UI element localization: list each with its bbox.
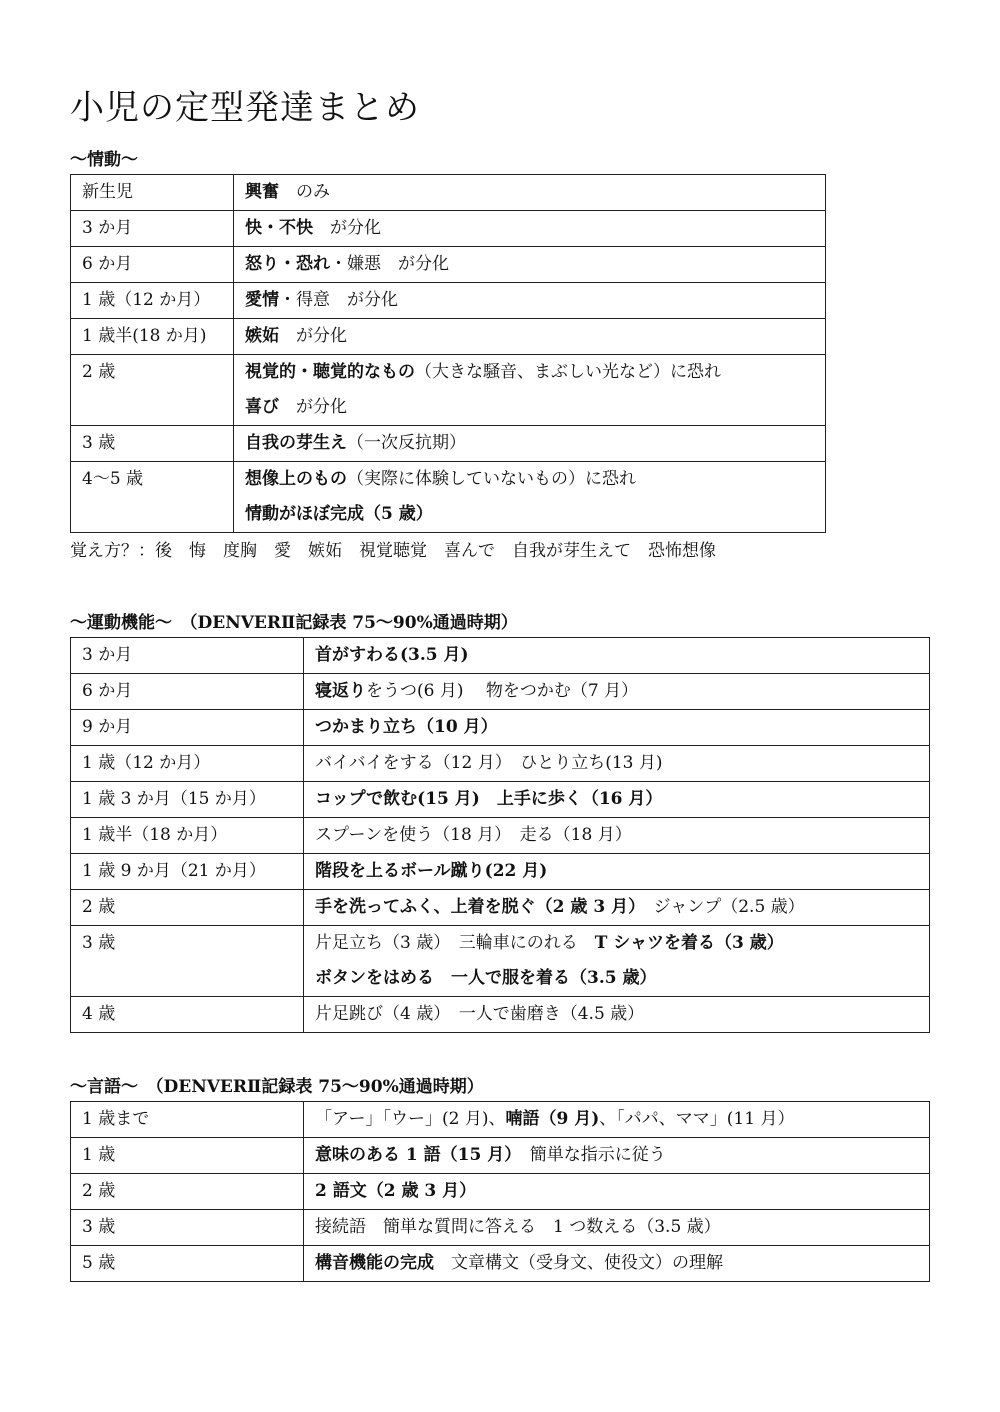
motor-age-cell: 1 歳（12 か月） <box>71 746 304 782</box>
emotion-description-cell <box>234 462 826 533</box>
motor-description-cell <box>304 890 930 926</box>
motor-description-line <box>315 890 918 925</box>
bold-text: 情動がほぼ完成（5 歳） <box>245 504 433 524</box>
emotion-description-cell <box>234 426 826 462</box>
bold-text: 快・不快 <box>245 218 313 238</box>
emotion-heading: ～情動～ <box>70 150 138 170</box>
emotion-description-line <box>245 426 814 461</box>
emotion-age-cell: 新生児 <box>71 175 234 211</box>
language-description-line <box>315 1102 918 1137</box>
language-description-cell <box>304 1138 930 1174</box>
motor-age-cell: 3 歳 <box>71 926 304 997</box>
language-age-cell: 3 歳 <box>71 1210 304 1246</box>
motor-description-cell <box>304 746 930 782</box>
motor-row <box>71 674 930 710</box>
motor-age-cell: 1 歳半（18 か月） <box>71 818 304 854</box>
motor-description-line <box>315 710 918 745</box>
plain-text: スプーンを使う（18 月） 走る（18 月） <box>315 825 632 845</box>
motor-row <box>71 890 930 926</box>
language-description-line <box>315 1210 918 1245</box>
motor-row <box>71 818 930 854</box>
bold-text: 嫉妬 <box>245 326 279 346</box>
bold-text: 喜び <box>245 397 279 417</box>
language-age-cell: 1 歳まで <box>71 1102 304 1138</box>
language-description-cell <box>304 1246 930 1282</box>
language-age-cell: 5 歳 <box>71 1246 304 1282</box>
plain-text: バイバイをする（12 月） ひとり立ち(13 月) <box>315 753 663 773</box>
emotion-row <box>71 247 826 283</box>
motor-description-cell <box>304 674 930 710</box>
bold-text: 寝返り <box>315 681 366 701</box>
motor-age-cell: 9 か月 <box>71 710 304 746</box>
bold-text: 階段を上るボール蹴り(22 月) <box>315 861 548 881</box>
emotion-row <box>71 283 826 319</box>
motor-description-line <box>315 674 918 709</box>
language-description-cell <box>304 1210 930 1246</box>
plain-text: 、「パパ、ママ」(11 月） <box>599 1109 795 1129</box>
language-description-line <box>315 1174 918 1209</box>
emotion-row <box>71 319 826 355</box>
motor-description-cell <box>304 854 930 890</box>
emotion-description-line <box>245 175 814 210</box>
motor-age-cell: 1 歳 9 か月（21 か月） <box>71 854 304 890</box>
plain-text: ・得意 が分化 <box>279 290 398 310</box>
emotion-row <box>71 426 826 462</box>
emotion-description-cell <box>234 175 826 211</box>
bold-text: 想像上のもの <box>245 469 347 489</box>
language-age-cell: 2 歳 <box>71 1174 304 1210</box>
motor-description-cell <box>304 926 930 997</box>
language-table <box>70 1101 930 1282</box>
emotion-description-cell <box>234 355 826 426</box>
bold-text: 手を洗ってふく、上着を脱ぐ（2 歳 3 月） <box>315 897 637 917</box>
motor-row <box>71 782 930 818</box>
language-description-line <box>315 1138 918 1173</box>
language-age-cell: 1 歳 <box>71 1138 304 1174</box>
plain-text: のみ <box>279 182 330 202</box>
emotion-description-cell <box>234 283 826 319</box>
language-description-cell <box>304 1174 930 1210</box>
plain-text: 接続語 簡単な質問に答える 1 つ数える（3.5 歳） <box>315 1217 721 1237</box>
motor-row <box>71 710 930 746</box>
emotion-table <box>70 174 826 533</box>
motor-row <box>71 746 930 782</box>
motor-description-cell <box>304 638 930 674</box>
motor-description-line <box>315 638 918 673</box>
bold-text: ボタンをはめる 一人で服を着る（3.5 歳） <box>315 968 657 988</box>
emotion-description-line <box>245 211 814 246</box>
bold-text: 首がすわる(3.5 月) <box>315 645 469 665</box>
motor-description-line <box>315 782 918 817</box>
language-row <box>71 1174 930 1210</box>
motor-age-cell: 2 歳 <box>71 890 304 926</box>
bold-text: 意味のある 1 語（15 月） <box>315 1145 513 1165</box>
motor-description-line <box>315 746 918 781</box>
emotion-description-cell <box>234 319 826 355</box>
emotion-description-line <box>245 283 814 318</box>
page-title: 小児の定型発達まとめ <box>70 88 420 128</box>
plain-text: 文章構文（受身文、使役文）の理解 <box>434 1253 723 1273</box>
bold-text: 構音機能の完成 <box>315 1253 434 1273</box>
plain-text: が分化 <box>313 218 381 238</box>
language-row <box>71 1138 930 1174</box>
emotion-age-cell: 4～5 歳 <box>71 462 234 533</box>
plain-text: が分化 <box>279 326 347 346</box>
emotion-age-cell: 1 歳（12 か月） <box>71 283 234 319</box>
motor-description-cell <box>304 782 930 818</box>
bold-text: つかまり立ち（10 月） <box>315 717 498 737</box>
emotion-row <box>71 211 826 247</box>
emotion-description-line <box>245 390 814 425</box>
plain-text: ジャンプ（2.5 歳） <box>636 897 805 917</box>
plain-text: をうつ(6 月) 物をつかむ（7 月） <box>366 681 639 701</box>
language-description-cell <box>304 1102 930 1138</box>
motor-description-line <box>315 961 918 996</box>
motor-table <box>70 637 930 1033</box>
bold-text: コップで飲む(15 月) 上手に歩く（16 月） <box>315 789 663 809</box>
emotion-description-line <box>245 247 814 282</box>
motor-description-line <box>315 997 918 1032</box>
bold-text: 愛情 <box>245 290 279 310</box>
language-row <box>71 1246 930 1282</box>
motor-age-cell: 6 か月 <box>71 674 304 710</box>
emotion-description-cell <box>234 211 826 247</box>
motor-row <box>71 926 930 997</box>
motor-description-line <box>315 854 918 889</box>
language-row <box>71 1102 930 1138</box>
emotion-description-line <box>245 319 814 354</box>
plain-text: （一次反抗期） <box>347 433 466 453</box>
language-heading: ～言語～ （DENVERⅡ記録表 75～90%通過時期） <box>70 1077 484 1097</box>
emotion-age-cell: 3 か月 <box>71 211 234 247</box>
motor-age-cell: 1 歳 3 か月（15 か月） <box>71 782 304 818</box>
language-description-line <box>315 1246 918 1281</box>
motor-description-cell <box>304 710 930 746</box>
emotion-age-cell: 2 歳 <box>71 355 234 426</box>
plain-text: （実際に体験していないもの）に恐れ <box>347 469 636 489</box>
mnemonic-note: 覚え方？：後 悔 度胸 愛 嫉妬 視覚聴覚 喜んで 自我が芽生えて 恐怖想像 <box>70 541 716 561</box>
plain-text: 片足立ち（3 歳） 三輪車にのれる <box>315 933 595 953</box>
motor-row <box>71 638 930 674</box>
motor-description-cell <box>304 818 930 854</box>
emotion-row <box>71 355 826 426</box>
motor-age-cell: 4 歳 <box>71 997 304 1033</box>
bold-text: 怒り・恐れ <box>245 254 330 274</box>
emotion-age-cell: 1 歳半(18 か月) <box>71 319 234 355</box>
plain-text: 「アー」「ウー」(2 月)、 <box>315 1109 506 1129</box>
emotion-age-cell: 6 か月 <box>71 247 234 283</box>
motor-description-line <box>315 926 918 961</box>
emotion-age-cell: 3 歳 <box>71 426 234 462</box>
emotion-row <box>71 175 826 211</box>
bold-text: 興奮 <box>245 182 279 202</box>
motor-heading: ～運動機能～ （DENVERⅡ記録表 75～90%通過時期） <box>70 613 518 633</box>
bold-text: T シャツを着る（3 歳） <box>594 933 784 953</box>
emotion-description-cell <box>234 247 826 283</box>
bold-text: 2 語文（2 歳 3 月） <box>315 1181 477 1201</box>
emotion-description-line <box>245 497 814 532</box>
emotion-row <box>71 462 826 533</box>
motor-row <box>71 854 930 890</box>
language-row <box>71 1210 930 1246</box>
motor-description-line <box>315 818 918 853</box>
plain-text: （大きな騒音、まぶしい光など）に恐れ <box>415 362 721 382</box>
motor-description-cell <box>304 997 930 1033</box>
emotion-description-line <box>245 462 814 497</box>
plain-text: ・嫌悪 が分化 <box>330 254 449 274</box>
plain-text: 簡単な指示に従う <box>512 1145 666 1165</box>
motor-row <box>71 997 930 1033</box>
plain-text: 片足跳び（4 歳） 一人で歯磨き（4.5 歳） <box>315 1004 645 1024</box>
plain-text: が分化 <box>279 397 347 417</box>
motor-age-cell: 3 か月 <box>71 638 304 674</box>
bold-text: 喃語（9 月) <box>505 1109 600 1129</box>
bold-text: 自我の芽生え <box>245 433 347 453</box>
bold-text: 視覚的・聴覚的なもの <box>245 362 415 382</box>
emotion-description-line <box>245 355 814 390</box>
